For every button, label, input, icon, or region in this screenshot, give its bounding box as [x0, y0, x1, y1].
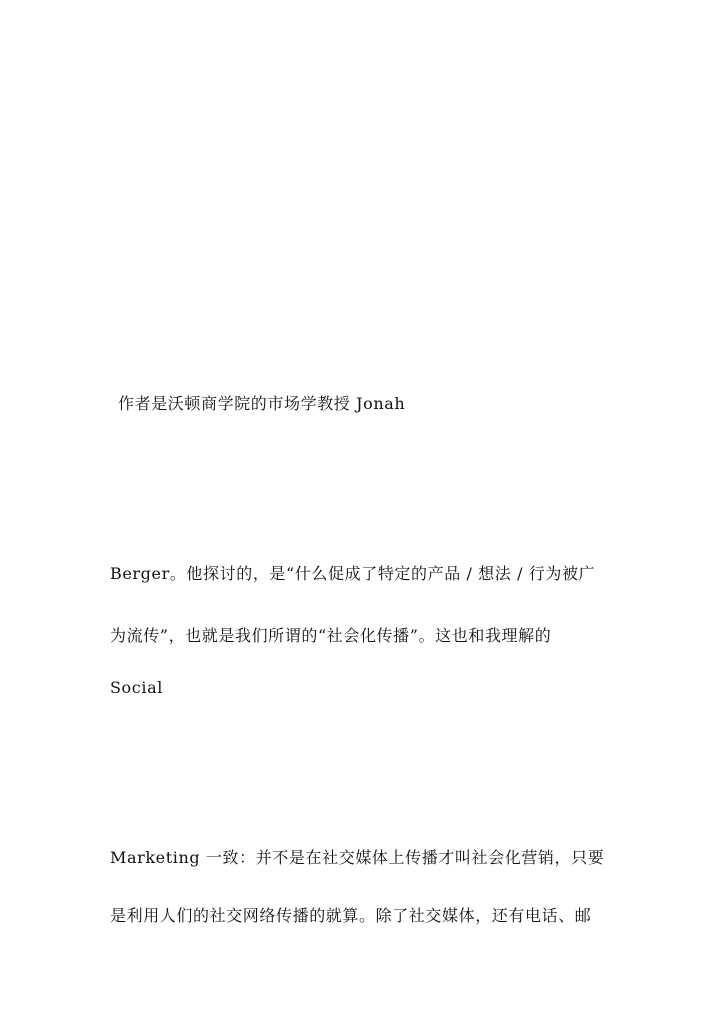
text-line-6: 是利用人们的社交网络传播的就算。除了社交媒体，还有电话、邮 — [110, 906, 592, 925]
text-line-4: Social — [110, 678, 163, 697]
text-line-5: Marketing 一致：并不是在社交媒体上传播才叫社会化营销，只要 — [110, 848, 605, 867]
text-line-2: Berger。他探讨的，是“什么促成了特定的产品 / 想法 / 行为被广 — [110, 564, 596, 583]
text-line-3: 为流传”，也就是我们所谓的“社会化传播”。这也和我理解的 — [110, 626, 552, 645]
text-line-1: 作者是沃顿商学院的市场学教授 Jonah — [118, 394, 406, 413]
